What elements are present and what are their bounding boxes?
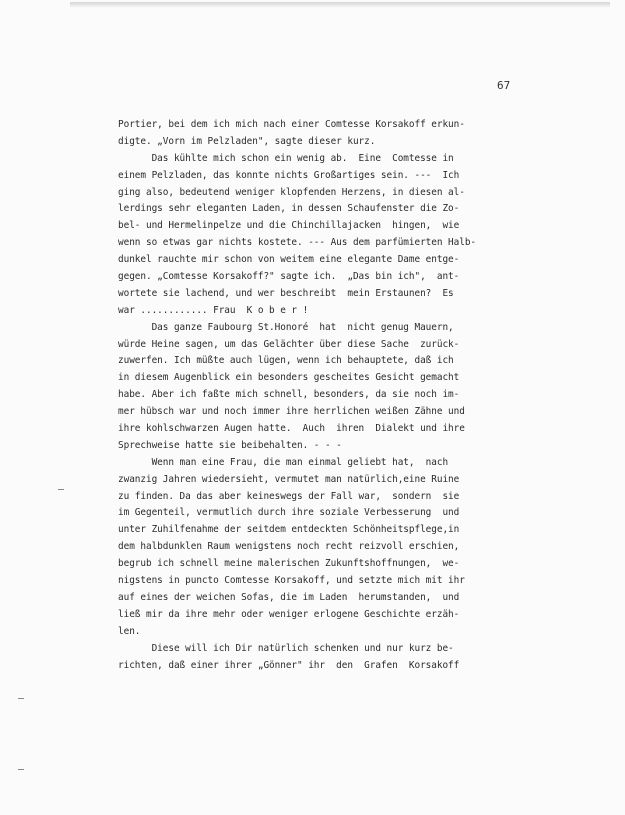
text-line: einem Pelzladen, das konnte nichts Großartiges sein. --- Ich xyxy=(118,169,460,181)
text-line: dunkel rauchte mir schon von weitem eine elegante Dame entge- xyxy=(118,254,460,266)
text-line: richten, daß einer ihrer „Gönner" ihr den Grafen Korsakoff xyxy=(118,659,460,671)
page-number: 67 xyxy=(497,79,511,92)
text-line: lerdings sehr eleganten Laden, in dessen Schaufenster die Zo- xyxy=(118,203,460,215)
text-line: zwanzig Jahren wiedersieht, vermutet man natürlich,eine Ruine xyxy=(118,473,460,485)
text-line: Sprechweise hatte sie beibehalten. - - - xyxy=(118,439,342,451)
text-line: zu finden. Da das aber keineswegs der Fall war, sondern sie xyxy=(118,490,460,502)
text-line: Das kühlte mich schon ein wenig ab. Eine Comtesse in xyxy=(118,152,454,164)
margin-mark xyxy=(58,489,64,490)
text-line: bel- und Hermelinpelze und die Chinchillajacken hingen, wie xyxy=(118,220,460,232)
text-line: digte. „Vorn im Pelzladen", sagte dieser kurz. xyxy=(118,135,376,147)
text-line: unter Zuhilfenahme der seitdem entdeckten Schönheitspflege,in xyxy=(118,524,460,536)
text-line: wortete sie lachend, und wer beschreibt mein Erstaunen? Es xyxy=(118,287,454,299)
text-line: auf eines der weichen Sofas, die im Laden herumstanden, und xyxy=(118,591,460,603)
text-line: nigstens in puncto Comtesse Korsakoff, und setzte mich mit ihr xyxy=(118,575,465,587)
text-line: in diesem Augenblick ein besonders gescheites Gesicht gemacht xyxy=(118,372,460,384)
text-line: len. xyxy=(118,625,141,637)
text-line: zuwerfen. Ich müßte auch lügen, wenn ich behauptete, daß ich xyxy=(118,355,454,367)
text-line: ging also, bedeutend weniger klopfenden Herzens, in diesen al- xyxy=(118,186,465,198)
text-line: gegen. „Comtesse Korsakoff?" sagte ich. „Das bin ich", ant- xyxy=(118,271,460,283)
page-top-shadow xyxy=(70,2,610,8)
text-line: ihre kohlschwarzen Augen hatte. Auch ihren Dialekt und ihre xyxy=(118,423,465,435)
text-line: Portier, bei dem ich mich nach einer Comtesse Korsakoff erkun- xyxy=(118,119,465,130)
text-line: wenn so etwas gar nichts kostete. --- Aus dem parfümierten Halb- xyxy=(118,237,477,249)
text-line: war ............ Frau K o b e r ! xyxy=(118,304,309,316)
text-line: mer hübsch war und noch immer ihre herrlichen weißen Zähne und xyxy=(118,406,465,418)
text-line: begrub ich schnell meine malerischen Zukunftshoffnungen, we- xyxy=(118,558,460,570)
typewritten-text-block xyxy=(118,117,503,674)
text-line: ließ mir da ihre mehr oder weniger erlogene Geschichte erzäh- xyxy=(118,608,460,620)
text-line: habe. Aber ich faßte mich schnell, besonders, da sie noch im- xyxy=(118,389,460,401)
margin-mark xyxy=(18,698,24,699)
margin-mark xyxy=(18,769,24,770)
text-line: würde Heine sagen, um das Gelächter über diese Sache zurück- xyxy=(118,338,460,350)
text-line: im Gegenteil, vermutlich durch ihre soziale Verbesserung und xyxy=(118,507,460,519)
text-line: Wenn man eine Frau, die man einmal geliebt hat, nach xyxy=(118,456,449,468)
text-line: dem halbdunklen Raum wenigstens noch recht reizvoll erschien, xyxy=(118,541,460,553)
text-line: Diese will ich Dir natürlich schenken und nur kurz be- xyxy=(118,642,454,654)
text-line: Das ganze Faubourg St.Honoré hat nicht genug Mauern, xyxy=(118,321,454,333)
